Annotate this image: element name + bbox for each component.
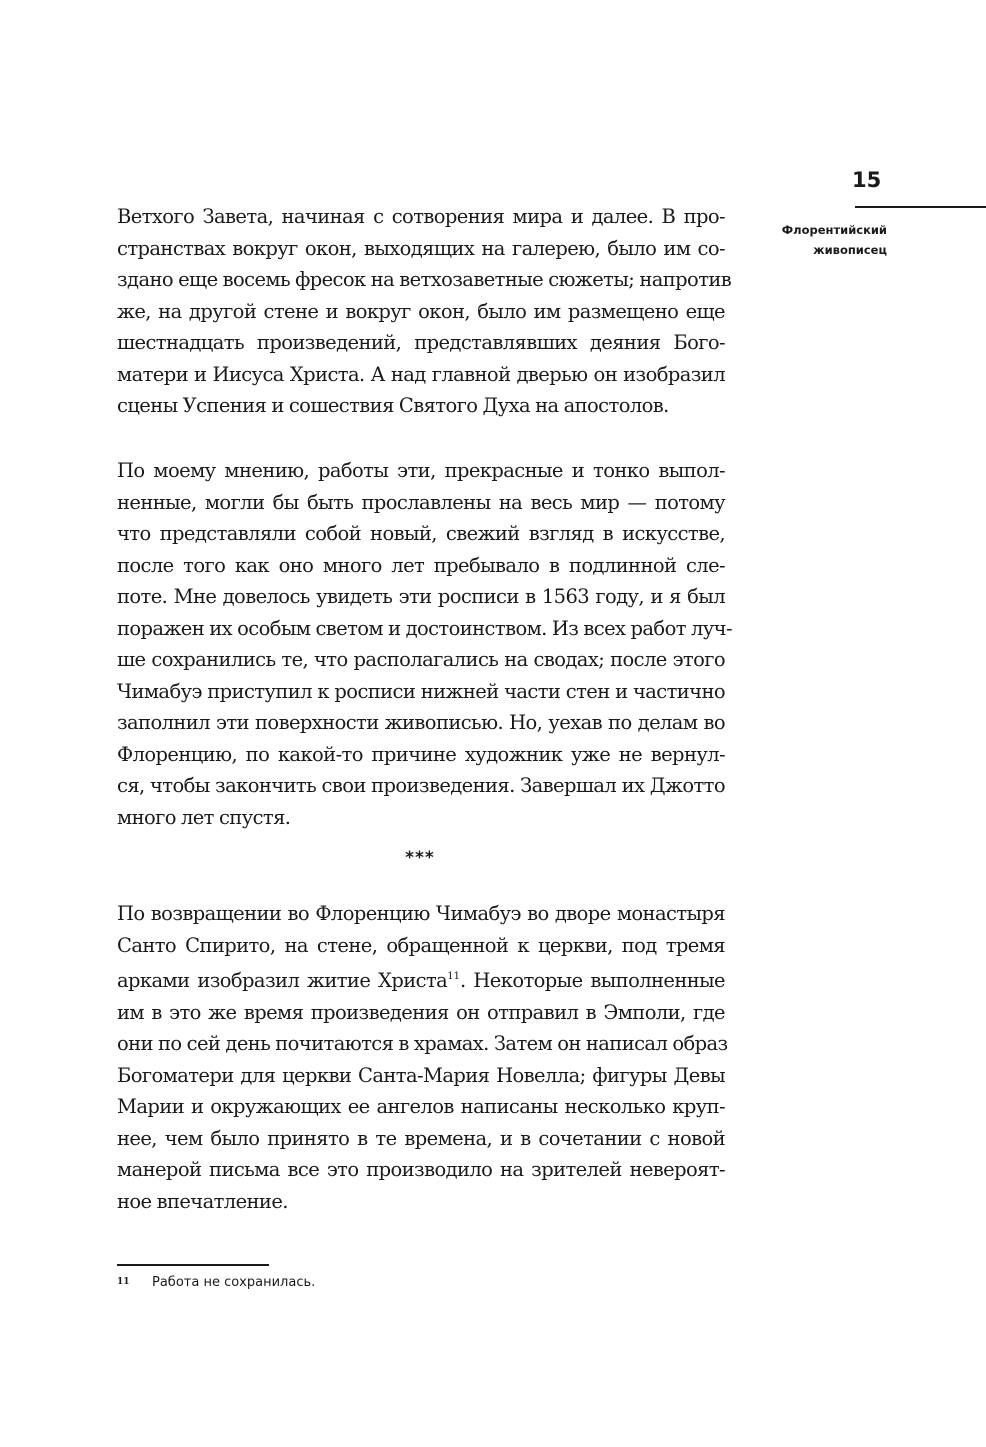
text-line: шестнадцать произведений, представлявших деяния Бого-	[117, 331, 725, 354]
text-line: Ветхого Завета, начиная с сотворения мира и далее. В про-	[117, 205, 725, 228]
footnote-reference[interactable]: 11	[447, 971, 460, 982]
text-line: после того как оно много лет пребывало в подлинной сле-	[117, 553, 725, 577]
text-line: им в это же время произведения он отправил в Эмполи, где	[117, 1000, 725, 1024]
text-line: Флоренцию, по какой-то причине художник уже не вернул-	[117, 742, 725, 766]
text-line: странствах вокруг окон, выходящих на галерею, было им со-	[117, 236, 725, 260]
text-line: они по сей день почитаются в храмах. Затем он написал образ	[117, 1032, 728, 1055]
text-line: Марии и окружающих ее ангелов написаны несколько круп-	[117, 1095, 725, 1118]
text-line: ненные, могли бы быть прославлены на весь мир — потому	[117, 490, 725, 514]
running-title-line: Флорентийский	[781, 223, 887, 237]
text-line: поражен их особым светом и достоинством. Из всех работ луч-	[117, 616, 732, 640]
footnote-number: 11	[117, 1277, 130, 1287]
text-line: Санто Спирито, на стене, обращенной к церкви, под тремя	[117, 933, 725, 957]
text-line: сцены Успения и сошествия Святого Духа на апостолов.	[117, 394, 669, 417]
footnote-rule	[117, 1264, 269, 1266]
paragraph-2	[117, 455, 732, 833]
header-rule	[855, 206, 986, 208]
text-line: По возвращении во Флоренцию Чимабуэ во дворе монастыря	[117, 902, 725, 925]
text-line: ся, чтобы закончить свои произведения. Завершал их Джотто	[117, 774, 725, 797]
text-line: Чимабуэ приступил к росписи нижней части стен и частично	[117, 679, 725, 703]
text-line: здано еще восемь фресок на ветхозаветные сюжеты; напротив	[117, 268, 732, 291]
text-line: поте. Мне довелось увидеть эти росписи в 1563 году, и я был	[117, 585, 725, 608]
footnote-text: Работа не сохранилась.	[152, 1275, 316, 1290]
text-fragment: арками изобразил житие Христа	[117, 969, 448, 992]
text-line: же, на другой стене и вокруг окон, было им размещено еще	[117, 299, 725, 323]
page-number: 15	[852, 168, 882, 192]
paragraph-1	[117, 201, 732, 422]
text-line: много лет спустя.	[117, 805, 291, 829]
text-line: ное впечатление.	[117, 1189, 288, 1213]
text-line: По моему мнению, работы эти, прекрасные и тонко выпол-	[117, 459, 725, 482]
text-line: Богоматери для церкви Санта-Мария Новелла; фигуры Девы	[117, 1063, 725, 1087]
text-line: нее, чем было принято в те времена, и в сочетании с новой	[117, 1126, 725, 1150]
text-fragment: . Некоторые выполненные	[459, 969, 725, 992]
running-title-line: живописец	[813, 243, 887, 257]
text-line: ше сохранились те, что располагались на сводах; после этого	[117, 648, 725, 671]
text-line-with-footnote	[117, 961, 725, 997]
paragraph-3	[117, 898, 728, 1217]
text-line: матери и Иисуса Христа. А над главной дверью он изобразил	[117, 362, 725, 386]
section-separator: ***	[405, 848, 435, 868]
running-title	[760, 220, 887, 260]
text-line: манерой письма все это производило на зрителей невероят-	[117, 1158, 725, 1181]
text-line: заполнил эти поверхности живописью. Но, уехав по делам во	[117, 711, 725, 734]
text-line: что представляли собой новый, свежий взгляд в искусстве,	[117, 522, 725, 545]
